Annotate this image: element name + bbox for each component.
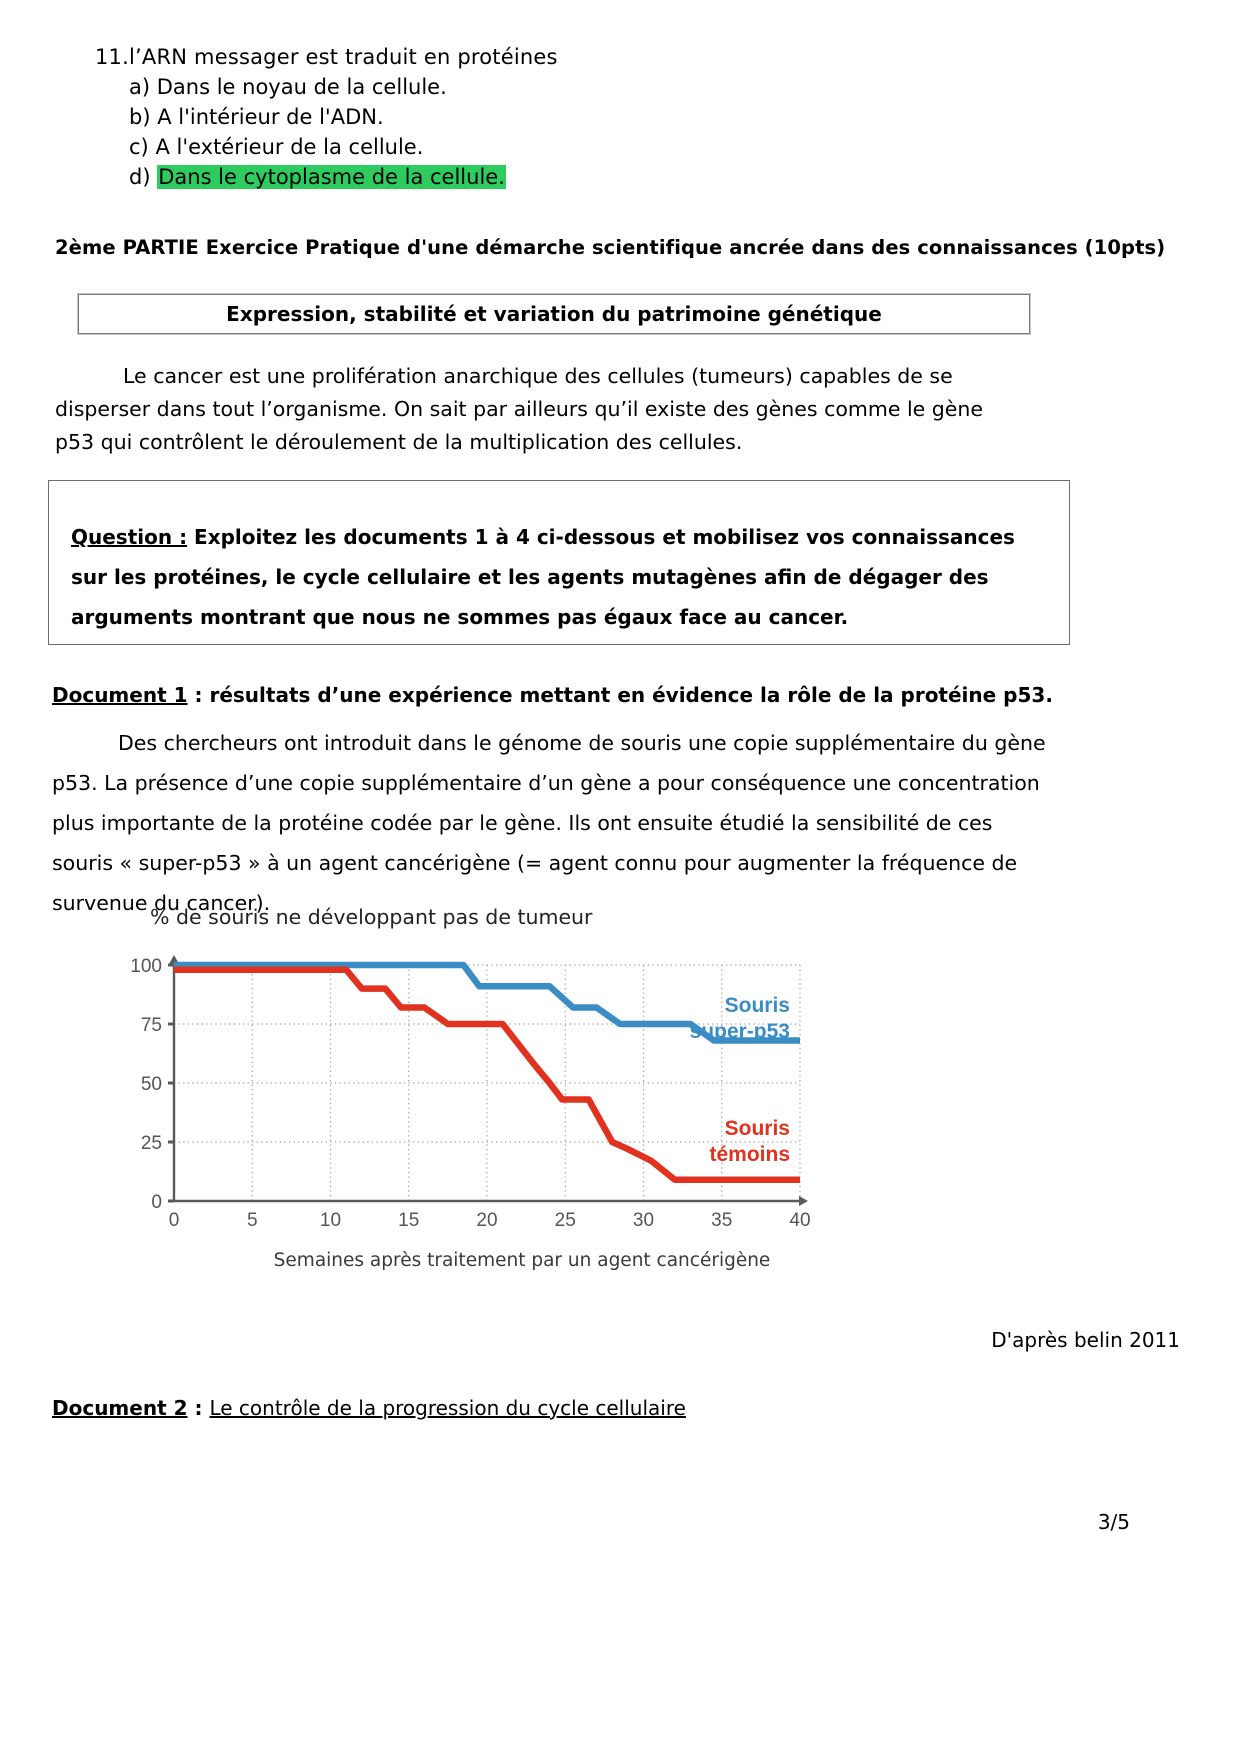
svg-text:50: 50 (140, 1074, 162, 1095)
qcm-option-b (129, 102, 995, 132)
document1-label: Document 1 (52, 683, 188, 707)
document1-heading (52, 683, 1082, 707)
qcm-option-d-label: d) (129, 165, 151, 189)
svg-text:25: 25 (554, 1210, 576, 1231)
document2-heading (52, 1396, 1052, 1420)
qcm-option-c-label: c) (129, 135, 149, 159)
document1-title: résultats d’une expérience mettant en évidence la rôle de la protéine p53. (209, 683, 1053, 707)
qcm-option-c-text: A l'extérieur de la cellule. (155, 135, 424, 159)
qcm-question-stem: 11.l’ARN messager est traduit en protéines (95, 45, 558, 69)
qcm-option-a-label: a) (129, 75, 151, 99)
question-label: Question : (71, 525, 188, 549)
chart-title: % de souris ne développant pas de tumeur (150, 905, 593, 929)
svg-text:0: 0 (168, 1210, 180, 1231)
question-box (48, 480, 1070, 645)
svg-text:100: 100 (130, 956, 162, 977)
qcm-option-b-text: A l'intérieur de l'ADN. (157, 105, 384, 129)
qcm-option-c (129, 132, 995, 162)
svg-text:25: 25 (140, 1133, 162, 1154)
document1-separator: : (187, 683, 210, 707)
chart-xaxis-label: Semaines après traitement par un agent cancérigène (273, 1250, 771, 1271)
svg-text:75: 75 (140, 1015, 162, 1036)
document1-body-text: Des chercheurs ont introduit dans le génome de souris une copie supplémentaire du gène p53. La présence d’une copie supplémentaire d’un gène a pour conséquence une concentration plus importante de la protéine codée par le gène. Ils ont ensuite étudié la sensibilité de ces souris « super-p53 » à un agent cancérigène (= agent connu pour augmenter la fréquence de survenue du cancer). (52, 731, 1046, 915)
svg-text:40: 40 (789, 1210, 811, 1231)
page-number: 3/5 (1097, 1510, 1130, 1534)
svg-text:0: 0 (151, 1192, 162, 1213)
document1-body (52, 723, 1052, 923)
svg-text:témoins: témoins (709, 1142, 790, 1166)
qcm-block (95, 42, 995, 192)
question-box-inner (49, 481, 1069, 637)
svg-text:5: 5 (246, 1210, 258, 1231)
intro-paragraph-text: Le cancer est une prolifération anarchique des cellules (tumeurs) capables de se disperser dans tout l’organisme. On sait par ailleurs qu’il existe des gènes comme le gène p53 qui contrôlent le déroulement de la multiplication des cellules. (55, 364, 984, 454)
qcm-option-b-label: b) (129, 105, 151, 129)
section-title-box (78, 294, 1030, 334)
svg-text:Souris: Souris (724, 1116, 790, 1140)
question-text: Exploitez les documents 1 à 4 ci-dessous et mobilisez vos connaissances sur les protéines, le cycle cellulaire et les agents mutagènes afin de dégager des arguments montrant que nous ne sommes pas égaux face au cancer. (71, 525, 1015, 629)
chart-plot-area (112, 953, 812, 1243)
qcm-option-a-text: Dans le noyau de la cellule. (156, 75, 447, 99)
svg-text:super-p53: super-p53 (689, 1020, 790, 1044)
document2-label: Document 2 (52, 1396, 188, 1420)
svg-text:30: 30 (632, 1210, 655, 1231)
svg-text:20: 20 (476, 1210, 498, 1231)
qcm-option-d-text-highlighted: Dans le cytoplasme de la cellule. (158, 165, 505, 189)
document2-separator: : (187, 1396, 210, 1420)
svg-text:Souris: Souris (724, 994, 790, 1018)
svg-text:10: 10 (319, 1210, 342, 1231)
svg-text:35: 35 (711, 1210, 733, 1231)
document2-title: Le contrôle de la progression du cycle cellulaire (209, 1396, 686, 1420)
figure-source: D'après belin 2011 (991, 1328, 1180, 1352)
section-title-text: Expression, stabilité et variation du patrimoine génétique (226, 302, 882, 326)
survival-curve-chart (112, 953, 812, 1248)
svg-text:15: 15 (398, 1210, 420, 1231)
intro-paragraph (55, 360, 1020, 459)
qcm-option-d (129, 162, 995, 192)
part-heading: 2ème PARTIE Exercice Pratique d'une démarche scientifique ancrée dans des connaissances (10pts) (55, 236, 1166, 259)
document1-figure (112, 905, 832, 1300)
qcm-option-a (129, 72, 995, 102)
